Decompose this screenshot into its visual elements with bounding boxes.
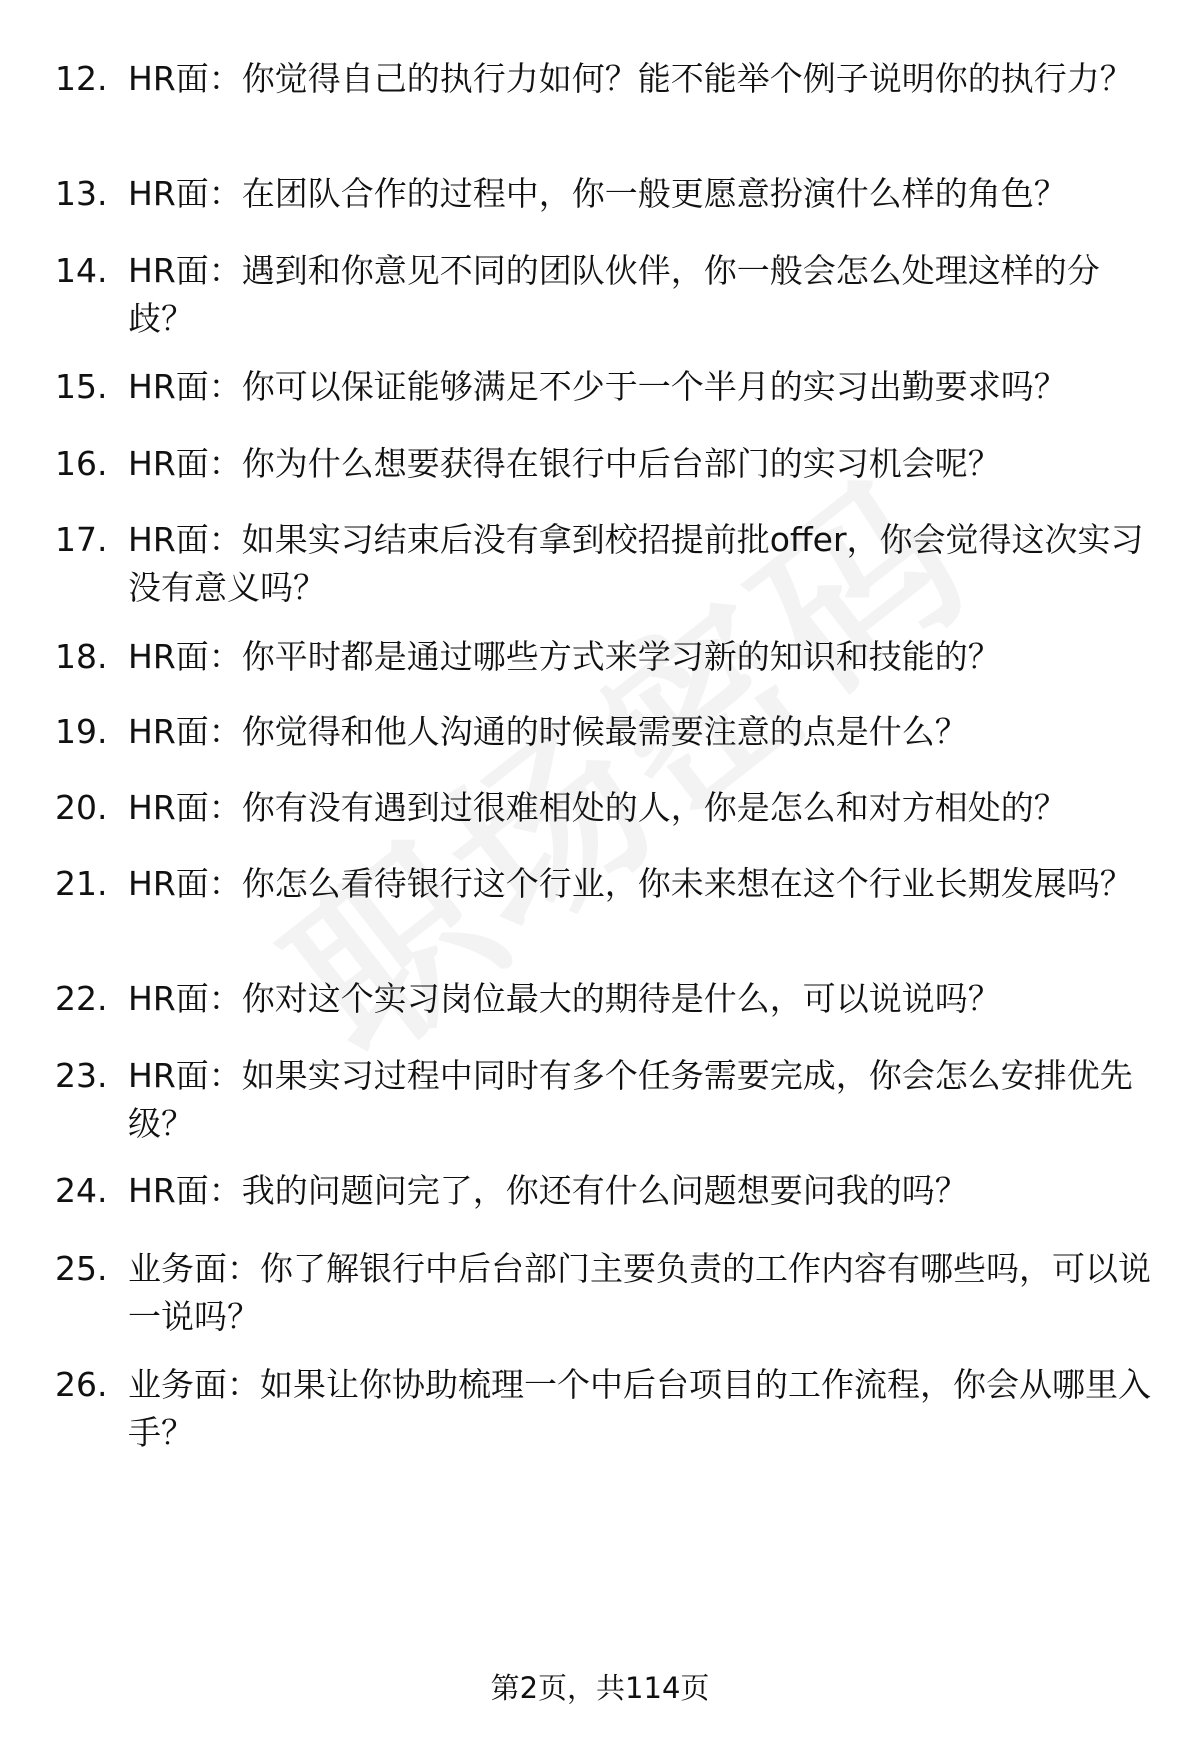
page-number-label: 第2页，共114页 [490,1671,710,1705]
question-number: 15. [55,367,108,406]
question-text: HR面：遇到和你意见不同的团队伙伴，你一般会怎么处理这样的分歧？ [128,251,1100,338]
question-text: HR面：我的问题问完了，你还有什么问题想要问我的吗？ [128,1171,968,1210]
question-text: HR面：如果实习结束后没有拿到校招提前批offer，你会觉得这次实习没有意义吗？ [128,520,1144,607]
question-text: HR面：你觉得自己的执行力如何？能不能举个例子说明你的执行力？ [128,59,1133,98]
question-number: 21. [55,864,108,903]
question-number: 12. [55,59,108,98]
question-text: HR面：如果实习过程中同时有多个任务需要完成，你会怎么安排优先级？ [128,1056,1133,1143]
question-number: 23. [55,1056,108,1095]
question-text: 业务面：你了解银行中后台部门主要负责的工作内容有哪些吗，可以说一说吗？ [128,1249,1151,1336]
question-text: HR面：你为什么想要获得在银行中后台部门的实习机会呢？ [128,444,1001,483]
question-text: HR面：在团队合作的过程中，你一般更愿意扮演什么样的角色？ [128,174,1067,213]
question-text: HR面：你怎么看待银行这个行业，你未来想在这个行业长期发展吗？ [128,864,1133,903]
question-text: HR面：你觉得和他人沟通的时候最需要注意的点是什么？ [128,712,968,751]
question-text: HR面：你对这个实习岗位最大的期待是什么，可以说说吗？ [128,979,1001,1018]
question-number: 20. [55,788,108,827]
question-number: 24. [55,1171,108,1210]
page-footer [0,1668,1200,1708]
question-text: HR面：你有没有遇到过很难相处的人，你是怎么和对方相处的？ [128,788,1067,827]
question-number: 25. [55,1249,108,1288]
question-number: 22. [55,979,108,1018]
question-text: HR面：你可以保证能够满足不少于一个半月的实习出勤要求吗？ [128,367,1067,406]
question-text: 业务面：如果让你协助梳理一个中后台项目的工作流程，你会从哪里入手？ [128,1365,1151,1452]
question-number: 17. [55,520,108,559]
question-number: 13. [55,174,108,213]
question-number: 14. [55,251,108,290]
question-text: HR面：你平时都是通过哪些方式来学习新的知识和技能的？ [128,637,1001,676]
question-number: 26. [55,1365,108,1404]
question-number: 16. [55,444,108,483]
question-number: 18. [55,637,108,676]
question-number: 19. [55,712,108,751]
